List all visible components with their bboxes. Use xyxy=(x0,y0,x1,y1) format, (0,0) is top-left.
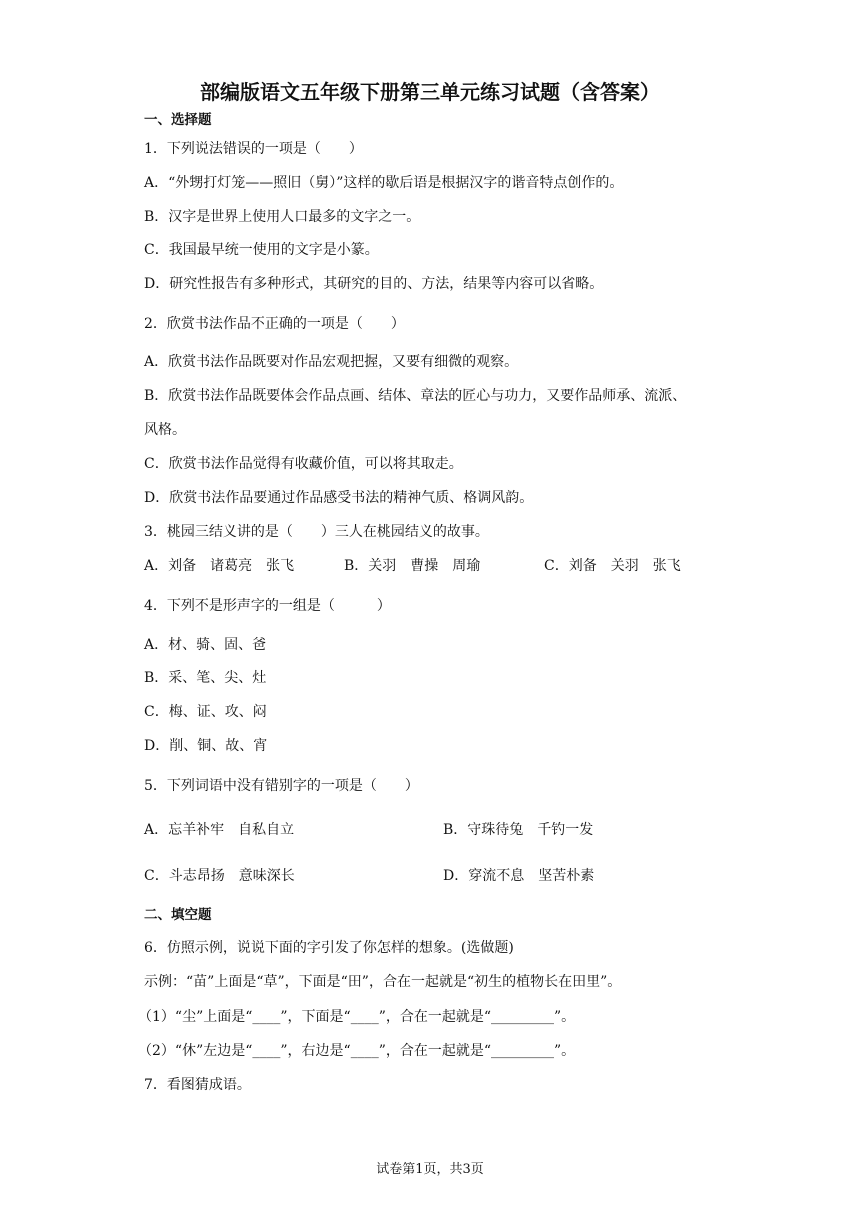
question-7-stem: 7．看图猜成语。 xyxy=(144,1077,251,1093)
question-4-stem: 4．下列不是形声字的一组是（ ） xyxy=(144,598,391,614)
question-5-option-d: D．穿流不息 坚苦朴素 xyxy=(443,868,595,884)
question-6-sub-2: （2）“休”左边是“____”，右边是“____”，合在一起就是“_________”。 xyxy=(138,1043,576,1059)
question-6-stem: 6．仿照示例，说说下面的字引发了你怎样的想象。(选做题) xyxy=(144,940,514,956)
question-1-stem: 1．下列说法错误的一项是（ ） xyxy=(144,141,363,157)
question-5-option-c: C．斗志昂扬 意味深长 xyxy=(144,868,295,884)
question-3-option-b: B．关羽 曹操 周瑜 xyxy=(344,558,481,574)
page-footer: 试卷第1页，共3页 xyxy=(376,1162,484,1177)
question-3-option-a: A．刘备 诸葛亮 张飞 xyxy=(144,558,295,574)
question-6-example: 示例：“苗”上面是“草”，下面是“田”，合在一起就是“初生的植物长在田里”。 xyxy=(144,974,622,990)
section-heading-fill-blank: 二、填空题 xyxy=(144,907,212,923)
question-4-option-c: C．梅、证、攻、闷 xyxy=(144,704,267,720)
question-1-option-b: B．汉字是世界上使用人口最多的文字之一。 xyxy=(144,209,421,225)
question-4-option-a: A．材、骑、固、爸 xyxy=(144,637,267,653)
section-heading-choice: 一、选择题 xyxy=(144,112,212,128)
question-2-option-a: A．欣赏书法作品既要对作品宏观把握，又要有细微的观察。 xyxy=(144,354,519,370)
question-1-option-a: A．“外甥打灯笼——照旧（舅）”这样的歇后语是根据汉字的谐音特点创作的。 xyxy=(144,175,624,191)
question-3-option-c: C．刘备 关羽 张飞 xyxy=(544,558,681,574)
question-3-stem: 3．桃园三结义讲的是（ ）三人在桃园结义的故事。 xyxy=(144,524,489,540)
question-5-option-b: B．守珠待兔 千钓一发 xyxy=(443,822,594,838)
question-2-stem: 2．欣赏书法作品不正确的一项是（ ） xyxy=(144,316,405,332)
question-2-option-c: C．欣赏书法作品觉得有收藏价值，可以将其取走。 xyxy=(144,456,463,472)
question-2-option-b-continued: 风格。 xyxy=(144,422,186,438)
question-1-option-c: C．我国最早统一使用的文字是小篆。 xyxy=(144,242,379,258)
question-2-option-d: D．欣赏书法作品要通过作品感受书法的精神气质、格调风韵。 xyxy=(144,490,534,506)
question-4-option-b: B．采、笔、尖、灶 xyxy=(144,670,267,686)
question-2-option-b: B．欣赏书法作品既要体会作品点画、结体、章法的匠心与功力，又要作品师承、流派、 xyxy=(144,388,687,404)
question-6-sub-1: （1）“尘”上面是“____”，下面是“____”，合在一起就是“_________”。 xyxy=(138,1009,576,1025)
page-title: 部编版语文五年级下册第三单元练习试题（含答案） xyxy=(200,80,660,104)
question-4-option-d: D．削、铜、故、宵 xyxy=(144,738,268,754)
question-5-stem: 5．下列词语中没有错别字的一项是（ ） xyxy=(144,778,419,794)
question-1-option-d: D．研究性报告有多种形式，其研究的目的、方法，结果等内容可以省略。 xyxy=(144,276,604,292)
question-5-option-a: A．忘羊补牢 自私自立 xyxy=(144,822,295,838)
